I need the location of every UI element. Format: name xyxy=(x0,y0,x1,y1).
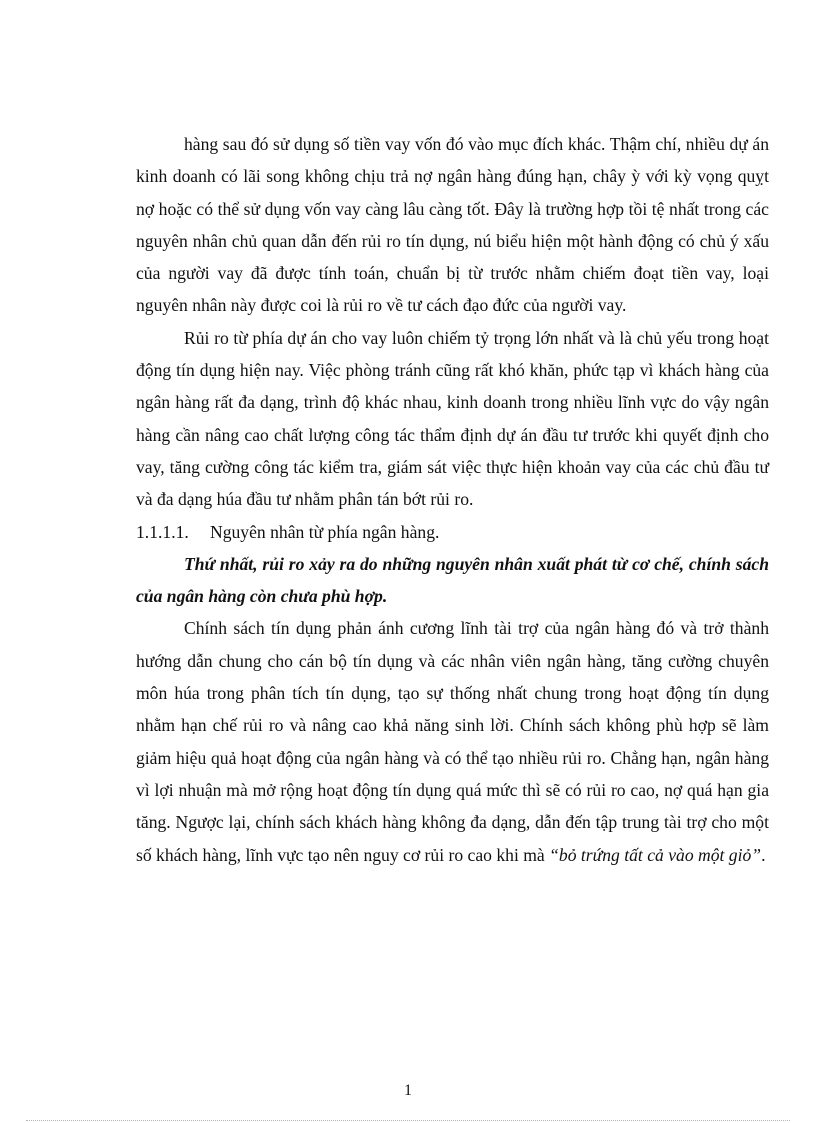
page-bottom-divider xyxy=(26,1120,790,1121)
paragraph-2: Rủi ro từ phía dự án cho vay luôn chiếm tỷ trọng lớn nhất và là chủ yếu trong hoạt động tín dụng hiện nay. Việc phòng tránh cũng rất khó khăn, phức tạp vì khách hàng của ngân hàng rất đa dạng, trình độ khác nhau, kinh doanh trong nhiều lĩnh vực do vậy ngân hàng cần nâng cao chất lượng công tác thẩm định dự án đầu tư trước khi quyết định cho vay, tăng cường công tác kiểm tra, giám sát việc thực hiện khoản vay của các chủ đầu tư và đa dạng húa đầu tư nhằm phân tán bớt rủi ro. xyxy=(136,327,769,510)
paragraph-1: hàng sau đó sử dụng số tiền vay vốn đó vào mục đích khác. Thậm chí, nhiều dự án kinh doanh có lãi song không chịu trả nợ ngân hàng đúng hạn, chây ỳ với kỳ vọng quỵt nợ hoặc có thể sử dụng vốn vay càng lâu càng tốt. Đây là trường hợp tồi tệ nhất trong các nguyên nhân chủ quan dẫn đến rủi ro tín dụng, nú biểu hiện một hành động có chủ ý xấu của người vay đã được tính toán, chuẩn bị từ trước nhằm chiếm đoạt tiền vay, loại nguyên nhân này được coi là rủi ro về tư cách đạo đức của người vay. xyxy=(136,134,769,316)
page-number: 1 xyxy=(404,1082,412,1099)
emphasis-heading: Thứ nhất, rủi ro xảy ra do những nguyên nhân xuất phát từ cơ chế, chính sách của ngân hàng còn chưa phù hợp. xyxy=(136,553,769,607)
section-number: 1.1.1.1. xyxy=(136,521,189,542)
quoted-phrase: “bỏ trứng tất cả vào một giỏ” xyxy=(549,844,762,865)
paragraph-3-end: . xyxy=(761,844,766,865)
paragraph-3-text: Chính sách tín dụng phản ánh cương lĩnh tài trợ của ngân hàng đó và trở thành hướng dẫn chung cho cán bộ tín dụng và các nhân viên ngân hàng, tăng cường chuyên môn húa trong phân tích tín dụng, tạo sự thống nhất chung trong hoạt động tín dụng nhằm hạn chế rủi ro và nâng cao khả năng sinh lời. Chính sách không phù hợp sẽ làm giảm hiệu quả hoạt động của ngân hàng và có thể tạo nhiều rủi ro. Chẳng hạn, ngân hàng vì lợi nhuận mà mở rộng hoạt động tín dụng quá mức thì sẽ có rủi ro cao, nợ quá hạn gia tăng. Ngược lại, chính sách khách hàng không đa dạng, dẫn đến tập trung tài trợ cho một số khách hàng, lĩnh vực tạo nên nguy cơ rủi ro cao khi mà xyxy=(136,618,769,865)
section-heading xyxy=(136,516,769,548)
paragraph-3 xyxy=(136,612,769,870)
section-title: Nguyên nhân từ phía ngân hàng. xyxy=(210,521,440,542)
document-body xyxy=(136,128,769,871)
